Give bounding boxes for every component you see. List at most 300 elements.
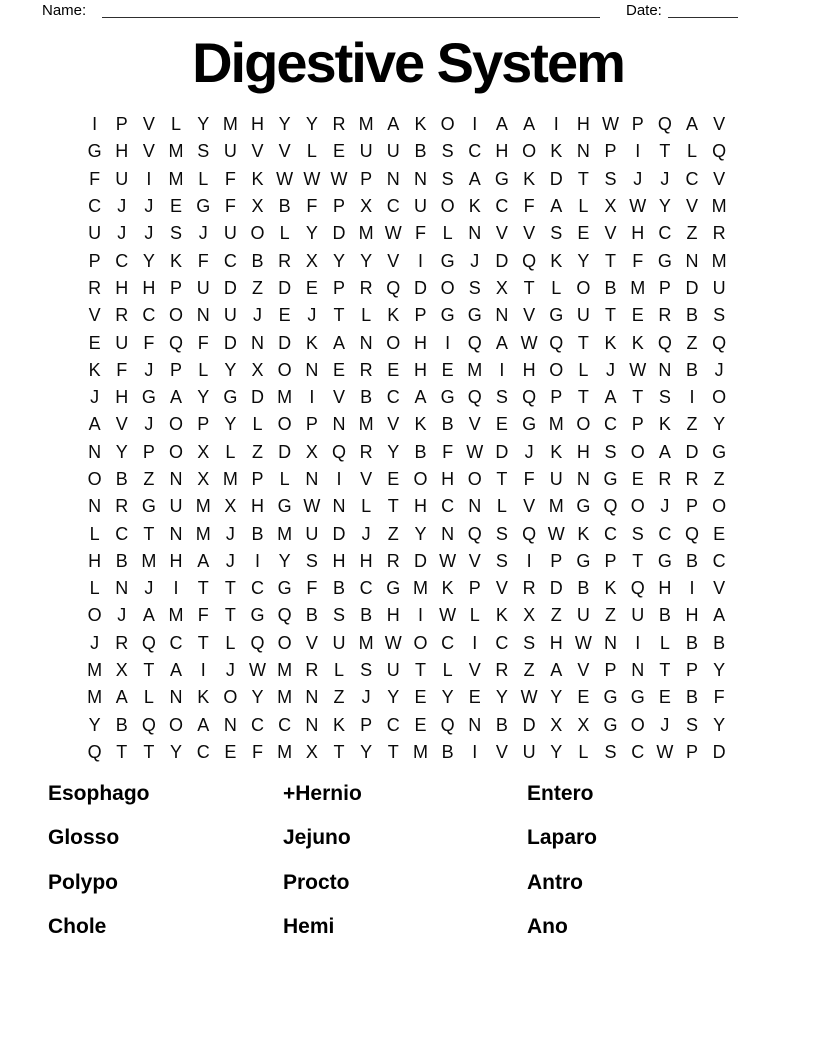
grid-letter: K	[658, 414, 671, 435]
grid-letter: H	[169, 550, 183, 571]
grid-letter: N	[169, 469, 183, 489]
grid-letter: Q	[141, 714, 156, 735]
grid-letter: C	[386, 714, 400, 735]
grid-letter: M	[548, 496, 564, 517]
grid-letter: D	[413, 550, 427, 571]
grid-letter: W	[520, 687, 538, 708]
grid-letter: Y	[360, 250, 373, 271]
grid-letter: Q	[522, 250, 537, 271]
grid-letter: F	[143, 332, 155, 353]
grid-letter: L	[496, 496, 507, 517]
grid-letter: L	[279, 469, 290, 489]
grid-letter: Z	[333, 687, 345, 708]
grid-letter: K	[523, 168, 536, 189]
grid-letter: Y	[713, 660, 726, 681]
grid-letter: C	[631, 741, 645, 762]
grid-letter: N	[305, 359, 319, 380]
grid-letter: F	[197, 332, 209, 353]
grid-letter: C	[441, 496, 455, 517]
grid-letter: P	[550, 550, 563, 571]
grid-letter: Y	[305, 223, 318, 244]
grid-letter: G	[657, 250, 672, 271]
grid-letter: G	[576, 550, 591, 571]
grid-letter: Q	[685, 523, 700, 544]
grid-letter: E	[88, 332, 101, 353]
grid-letter: W	[249, 660, 267, 681]
grid-letter: E	[387, 359, 400, 380]
grid-letter: N	[413, 168, 427, 189]
grid-letter: I	[526, 550, 532, 571]
grid-letter: C	[278, 714, 292, 735]
word-item: Procto	[283, 870, 350, 894]
grid-letter: O	[250, 223, 265, 244]
grid-letter: Q	[277, 605, 292, 626]
grid-letter: R	[712, 223, 726, 244]
grid-letter: Y	[115, 441, 128, 462]
grid-letter: N	[115, 578, 129, 599]
grid-letter: T	[387, 496, 399, 517]
grid-letter: C	[223, 250, 237, 271]
grid-letter: H	[115, 277, 129, 298]
grid-letter: N	[332, 414, 346, 435]
grid-letter: S	[197, 141, 210, 162]
grid-letter: U	[115, 332, 129, 353]
grid-letter: U	[359, 141, 373, 162]
grid-letter: X	[577, 714, 590, 735]
grid-letter: B	[115, 469, 128, 489]
grid-letter: Z	[713, 469, 725, 489]
grid-letter: P	[251, 469, 264, 489]
grid-letter: L	[551, 277, 562, 298]
grid-letter: C	[441, 632, 455, 653]
grid-letter: Y	[550, 741, 563, 762]
grid-letter: W	[303, 168, 321, 189]
grid-letter: P	[414, 305, 427, 326]
grid-letter: K	[441, 578, 454, 599]
grid-letter: O	[440, 114, 455, 135]
grid-letter: A	[170, 387, 183, 408]
grid-letter: O	[413, 469, 428, 489]
grid-letter: F	[116, 359, 128, 380]
grid-letter: L	[225, 441, 236, 462]
grid-letter: P	[631, 114, 644, 135]
grid-letter: C	[359, 578, 373, 599]
grid-letter: B	[658, 605, 671, 626]
grid-letter: V	[278, 141, 291, 162]
grid-letter: L	[198, 359, 209, 380]
grid-letter: E	[577, 687, 590, 708]
grid-letter: R	[359, 359, 373, 380]
grid-letter: P	[604, 660, 617, 681]
grid-letter: P	[360, 168, 373, 189]
grid-letter: G	[603, 469, 618, 489]
grid-letter: Y	[441, 687, 454, 708]
grid-letter: N	[576, 141, 590, 162]
grid-letter: W	[330, 168, 348, 189]
grid-letter: S	[658, 387, 671, 408]
grid-letter: C	[712, 550, 726, 571]
grid-letter: Q	[386, 277, 401, 298]
grid-letter: A	[686, 114, 699, 135]
grid-letter: J	[117, 223, 127, 244]
grid-letter: S	[495, 387, 508, 408]
grid-letter: Q	[657, 114, 672, 135]
grid-letter: N	[359, 332, 373, 353]
grid-letter: D	[549, 168, 563, 189]
grid-letter: G	[196, 196, 211, 217]
grid-letter: K	[468, 196, 481, 217]
grid-letter: O	[712, 387, 727, 408]
grid-letter: N	[685, 250, 699, 271]
grid-letter: V	[468, 414, 481, 435]
grid-letter: N	[88, 496, 102, 517]
grid-letter: J	[198, 223, 208, 244]
grid-letter: A	[197, 550, 210, 571]
grid-letter: L	[469, 605, 480, 626]
grid-letter: W	[547, 523, 565, 544]
grid-letter: U	[223, 223, 237, 244]
grid-letter: V	[115, 414, 128, 435]
grid-letter: G	[223, 387, 238, 408]
grid-letter: X	[305, 441, 318, 462]
grid-letter: X	[197, 469, 210, 489]
grid-letter: G	[603, 714, 618, 735]
grid-letter: O	[440, 196, 455, 217]
grid-letter: R	[332, 114, 346, 135]
grid-letter: A	[658, 441, 671, 462]
grid-letter: H	[522, 359, 536, 380]
grid-letter: G	[712, 441, 727, 462]
grid-letter: W	[629, 359, 647, 380]
grid-letter: W	[656, 741, 674, 762]
grid-letter: Z	[143, 469, 155, 489]
grid-letter: I	[309, 387, 315, 408]
grid-letter: Y	[495, 687, 508, 708]
grid-letter: X	[224, 496, 237, 517]
grid-letter: N	[169, 687, 183, 708]
grid-letter: L	[171, 114, 182, 135]
grid-letter: A	[170, 660, 183, 681]
grid-letter: B	[577, 578, 590, 599]
grid-letter: J	[144, 223, 154, 244]
grid-letter: O	[630, 441, 645, 462]
grid-letter: M	[711, 196, 727, 217]
grid-letter: S	[170, 223, 183, 244]
grid-letter: V	[142, 141, 155, 162]
word-item: Jejuno	[283, 826, 351, 850]
word-list-column	[283, 781, 527, 959]
name-blank-line	[102, 0, 600, 18]
grid-letter: B	[441, 741, 454, 762]
grid-letter: Z	[550, 605, 562, 626]
grid-letter: J	[144, 196, 154, 217]
grid-letter: D	[278, 277, 292, 298]
grid-letter: Z	[605, 605, 617, 626]
grid-letter: C	[658, 523, 672, 544]
grid-letter: A	[713, 605, 726, 626]
grid-letter: V	[495, 578, 508, 599]
grid-letter: T	[143, 741, 155, 762]
grid-letter: M	[412, 741, 428, 762]
grid-letter: K	[550, 250, 563, 271]
grid-letter: V	[495, 223, 508, 244]
grid-letter: K	[197, 687, 210, 708]
grid-letter: M	[358, 114, 374, 135]
word-item: Ano	[527, 915, 568, 939]
grid-letter: B	[713, 632, 726, 653]
grid-letter: V	[713, 168, 726, 189]
grid-letter: G	[386, 578, 401, 599]
grid-letter: H	[413, 496, 427, 517]
word-item: Polypo	[48, 870, 119, 894]
grid-letter: I	[689, 387, 695, 408]
grid-letter: E	[495, 414, 508, 435]
grid-letter: J	[144, 359, 154, 380]
grid-letter: H	[115, 141, 129, 162]
grid-letter: U	[413, 196, 427, 217]
grid-letter: M	[168, 168, 184, 189]
grid-letter: P	[686, 660, 699, 681]
grid-letter: L	[279, 223, 290, 244]
grid-letter: X	[251, 359, 264, 380]
grid-letter: H	[332, 550, 346, 571]
grid-letter: O	[277, 359, 292, 380]
grid-letter: J	[117, 605, 127, 626]
grid-letter: U	[712, 277, 726, 298]
grid-letter: G	[467, 305, 482, 326]
name-label: Name:	[42, 2, 87, 19]
word-item: +Hernio	[283, 782, 362, 805]
grid-letter: I	[200, 660, 206, 681]
grid-letter: R	[658, 305, 672, 326]
grid-letter: L	[361, 305, 372, 326]
grid-letter: O	[576, 414, 591, 435]
grid-letter: P	[332, 277, 345, 298]
grid-letter: T	[143, 523, 155, 544]
grid-letter: I	[255, 550, 261, 571]
grid-letter: E	[414, 714, 427, 735]
grid-letter: U	[115, 168, 129, 189]
grid-letter: T	[333, 305, 345, 326]
grid-letter: E	[658, 687, 671, 708]
page-title: Digestive System	[192, 31, 624, 94]
grid-letter: H	[576, 441, 590, 462]
grid-letter: V	[604, 223, 617, 244]
grid-letter: N	[305, 687, 319, 708]
grid-letter: P	[197, 414, 210, 435]
grid-letter: S	[495, 550, 508, 571]
grid-letter: S	[523, 632, 536, 653]
grid-letter: M	[548, 414, 564, 435]
grid-letter: L	[89, 578, 100, 599]
grid-letter: H	[88, 550, 102, 571]
word-list-column	[527, 781, 597, 959]
grid-letter: Q	[87, 741, 102, 762]
grid-letter: W	[439, 550, 457, 571]
grid-letter: K	[332, 714, 345, 735]
grid-letter: B	[414, 441, 427, 462]
grid-letter: M	[467, 359, 483, 380]
grid-letter: E	[332, 359, 345, 380]
grid-letter: U	[223, 305, 237, 326]
letter-grid	[81, 111, 733, 766]
grid-letter: L	[89, 523, 100, 544]
grid-letter: N	[576, 469, 590, 489]
word-item: Entero	[527, 782, 594, 805]
grid-letter: G	[141, 496, 156, 517]
grid-letter: T	[414, 660, 426, 681]
grid-letter: O	[413, 632, 428, 653]
grid-letter: U	[332, 632, 346, 653]
grid-letter: O	[440, 277, 455, 298]
grid-letter: Q	[522, 387, 537, 408]
grid-letter: P	[550, 387, 563, 408]
grid-letter: J	[225, 550, 235, 571]
grid-letter: F	[414, 223, 426, 244]
grid-letter: Y	[577, 250, 590, 271]
grid-letter: S	[604, 441, 617, 462]
grid-letter: S	[550, 223, 563, 244]
grid-letter: O	[522, 141, 537, 162]
grid-letter: J	[117, 196, 127, 217]
grid-letter: J	[361, 523, 371, 544]
grid-letter: W	[384, 632, 402, 653]
grid-letter: A	[142, 605, 155, 626]
grid-letter: O	[169, 714, 184, 735]
grid-letter: P	[88, 250, 101, 271]
grid-letter: N	[305, 469, 319, 489]
grid-letter: L	[687, 141, 698, 162]
grid-letter: V	[523, 223, 536, 244]
grid-letter: B	[360, 387, 373, 408]
grid-letter: P	[604, 550, 617, 571]
grid-letter: X	[197, 441, 210, 462]
grid-letter: K	[88, 359, 101, 380]
grid-letter: M	[195, 523, 211, 544]
grid-letter: K	[305, 332, 318, 353]
grid-letter: V	[495, 741, 508, 762]
grid-letter: Y	[360, 741, 373, 762]
grid-letter: S	[360, 660, 373, 681]
grid-letter: Q	[250, 632, 265, 653]
grid-letter: Y	[713, 714, 726, 735]
grid-letter: K	[604, 332, 617, 353]
grid-letter: T	[605, 250, 617, 271]
grid-letter: C	[386, 196, 400, 217]
grid-letter: C	[604, 523, 618, 544]
grid-letter: T	[605, 305, 617, 326]
grid-letter: E	[305, 277, 318, 298]
grid-letter: Y	[251, 687, 264, 708]
grid-letter: D	[278, 441, 292, 462]
grid-letter: K	[414, 414, 427, 435]
grid-letter: T	[577, 387, 589, 408]
grid-letter: E	[278, 305, 291, 326]
grid-letter: O	[576, 277, 591, 298]
grid-letter: U	[386, 660, 400, 681]
grid-letter: S	[332, 605, 345, 626]
grid-letter: B	[604, 277, 617, 298]
grid-letter: F	[224, 196, 236, 217]
grid-letter: G	[630, 687, 645, 708]
grid-letter: J	[90, 632, 100, 653]
grid-letter: L	[252, 414, 263, 435]
grid-letter: D	[332, 223, 346, 244]
grid-letter: C	[115, 250, 129, 271]
grid-letter: K	[577, 523, 590, 544]
grid-letter: J	[470, 250, 480, 271]
grid-letter: C	[386, 387, 400, 408]
grid-letter: R	[115, 496, 129, 517]
grid-letter: B	[332, 578, 345, 599]
grid-letter: Q	[603, 496, 618, 517]
grid-letter: O	[169, 305, 184, 326]
grid-letter: M	[358, 632, 374, 653]
grid-letter: E	[387, 469, 400, 489]
grid-letter: E	[468, 687, 481, 708]
grid-letter: V	[142, 114, 155, 135]
grid-letter: D	[712, 741, 726, 762]
grid-letter: D	[495, 250, 509, 271]
grid-letter: N	[88, 441, 102, 462]
grid-letter: D	[495, 441, 509, 462]
grid-letter: V	[360, 469, 373, 489]
grid-letter: Q	[467, 332, 482, 353]
grid-letter: Y	[224, 359, 237, 380]
grid-letter: Y	[224, 414, 237, 435]
grid-letter: F	[306, 578, 318, 599]
grid-letter: O	[467, 469, 482, 489]
grid-letter: C	[495, 632, 509, 653]
grid-letter: N	[658, 359, 672, 380]
grid-letter: U	[305, 523, 319, 544]
grid-letter: F	[252, 741, 264, 762]
grid-letter: W	[574, 632, 592, 653]
grid-letter: A	[414, 387, 427, 408]
grid-letter: N	[196, 305, 210, 326]
grid-letter: G	[576, 496, 591, 517]
grid-letter: R	[495, 660, 509, 681]
grid-letter: H	[631, 223, 645, 244]
grid-letter: M	[222, 469, 238, 489]
grid-letter: Y	[88, 714, 101, 735]
grid-letter: A	[523, 114, 536, 135]
grid-letter: L	[578, 741, 589, 762]
date-blank-line	[668, 0, 738, 18]
grid-letter: L	[361, 496, 372, 517]
grid-letter: N	[386, 168, 400, 189]
grid-letter: B	[686, 632, 699, 653]
grid-letter: P	[305, 414, 318, 435]
grid-letter: A	[115, 687, 128, 708]
grid-letter: R	[522, 578, 536, 599]
grid-letter: O	[630, 496, 645, 517]
grid-letter: W	[629, 196, 647, 217]
grid-letter: Z	[387, 523, 399, 544]
grid-letter: W	[466, 441, 484, 462]
grid-letter: P	[115, 114, 128, 135]
grid-letter: R	[685, 469, 699, 489]
grid-letter: C	[88, 196, 102, 217]
grid-letter: E	[631, 305, 644, 326]
grid-letter: L	[442, 660, 453, 681]
grid-letter: N	[169, 523, 183, 544]
grid-letter: V	[88, 305, 101, 326]
grid-letter: J	[144, 414, 154, 435]
grid-letter: D	[413, 277, 427, 298]
grid-letter: G	[440, 305, 455, 326]
grid-letter: Z	[523, 660, 535, 681]
